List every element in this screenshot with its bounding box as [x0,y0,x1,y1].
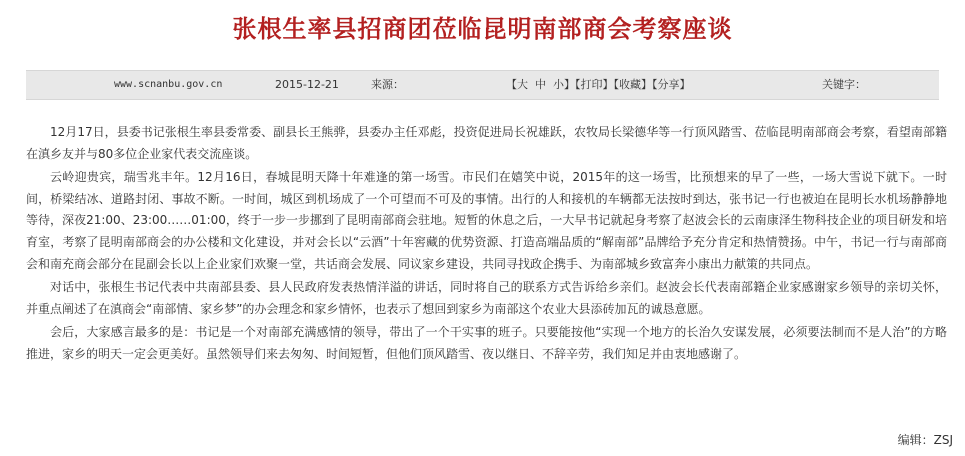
keyword-label: 关键字： [822,78,866,91]
article-paragraph: 12月17日，县委书记张根生率县委常委、副县长王熊骅，县委办主任邓彪，投资促进局长祝雄跃，农牧局长梁德华等一行顶风踏雪、莅临昆明南部商会考察，看望南部籍在滇乡友并与80多位企业家代表交流座谈。 [26,125,947,161]
editor-credit: 编辑：ZSJ [897,433,953,447]
source-label: 来源： [371,78,404,91]
article-paragraph: 云岭迎贵宾，瑞雪兆丰年。12月16日，春城昆明天降十年难逢的第一场雪。市民们在嬉笑中说，2015年的这一场雪，比预想来的早了一些，一场大雪说下就下。一时间，桥梁结冰、道路封闭、事故不断。一时间，城区到机场成了一个可望而不可及的事情。出行的人和接机的车辆都无法按时到达，张书记一行也被迫在昆明长水机场静静地等待，深夜21:00、23:00……01:00，终于一步一步挪到了昆明南部商会驻地。短暂的休息之后，一大早书记就起身考察了赵波会长的云南康泽生物科技企业的项目研发和培育室，考察了昆明南部商会的办公楼和文化建设，并对会长以“云酒”十年窖藏的优势资源、打造高端品质的“解南部”品牌给予充分肯定和热情赞扬。中午，书记一行与南部商会和南充商会部分在昆副会长以上企业家们欢聚一堂，共话商会发展、同议家乡建设，共同寻找政企携手、为南部城乡致富奔小康出力献策的共同点。 [26,170,947,271]
font-size-medium-link[interactable]: 中 [535,78,546,91]
font-size-small-link[interactable]: 小 [553,78,564,91]
favorite-link[interactable]: 收藏 [619,78,641,91]
print-link[interactable]: 打印 [580,78,603,91]
article-tools: 【大 中 小】【打印】【收藏】【分享】 [506,78,691,91]
article-info-bar [26,70,939,100]
article-paragraph: 对话中，张根生书记代表中共南部县委、县人民政府发表热情洋溢的讲话，同时将自己的联系方式告诉给乡亲们。赵波会长代表南部籍企业家感谢家乡领导的亲切关怀，并重点阐述了在滇商会“南部情、家乡梦”的办会理念和家乡情怀，也表示了想回到家乡为南部这个农业大县添砖加瓦的诚恳意愿。 [26,280,947,316]
publish-date: 2015-12-21 [275,78,339,91]
share-link[interactable]: 分享 [657,78,680,91]
site-domain: www.scnanbu.gov.cn [114,79,223,90]
article-paragraph: 会后，大家感言最多的是：书记是一个对南部充满感情的领导，带出了一个干实事的班子。只要能按他“实现一个地方的长治久安谋发展，必须要法制而不是人治”的方略推进，家乡的明天一定会更美好。虽然领导们来去匆匆、时间短暂，但他们顶风踏雪、夜以继日、不辞辛劳，我们知足并由衷地感谢了。 [26,325,947,361]
font-size-large-link[interactable]: 大 [517,78,528,91]
article-body [26,122,947,368]
article-title: 张根生率县招商团莅临昆明南部商会考察座谈 [232,14,733,43]
